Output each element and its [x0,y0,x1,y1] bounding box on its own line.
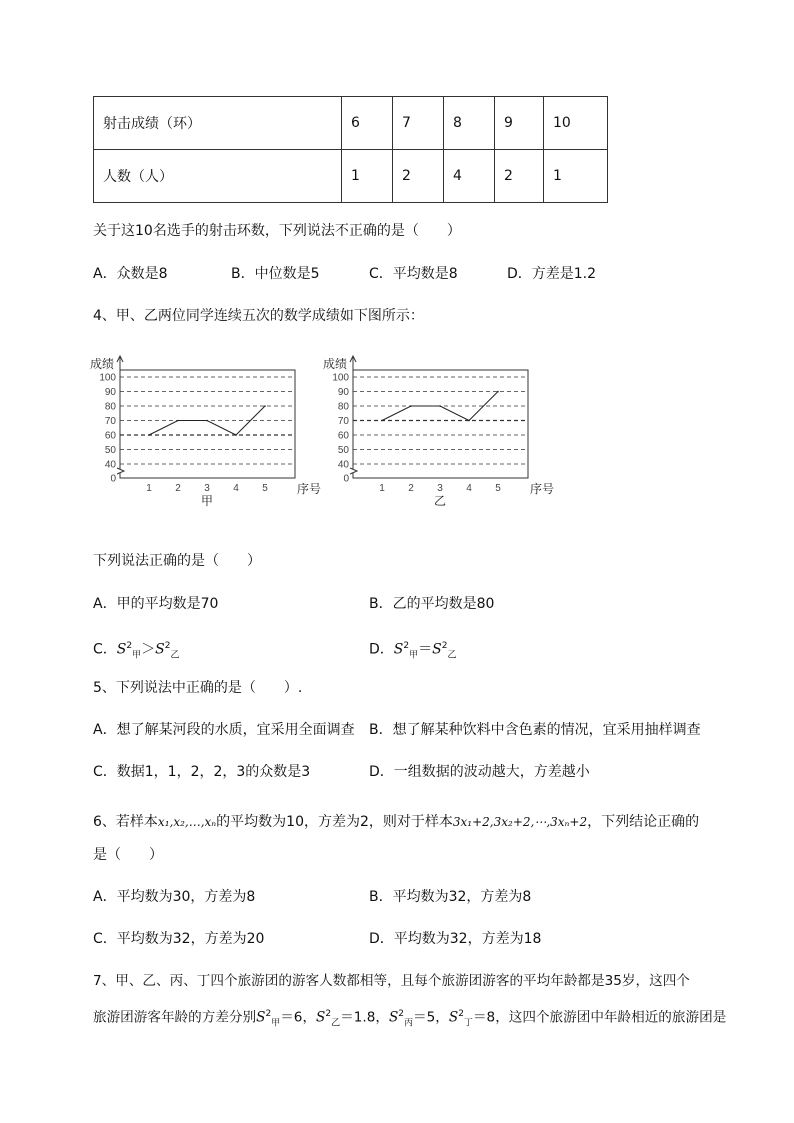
separator: ， [375,1009,389,1026]
chart-caption: 乙 [433,494,447,508]
y-tick-label: 70 [337,416,349,427]
table-cell: 9 [495,97,544,150]
subscript: 甲 [271,1018,281,1029]
table-cell: 2 [495,150,544,203]
variance-symbol: S [256,1009,266,1026]
q3-stem: 关于这10名选手的射击环数，下列说法不正确的是（ ） [93,223,461,239]
subscript: 丁 [463,1018,473,1029]
q5-option-d: D．一组数据的波动越大，方差越小 [369,764,590,780]
data-point [468,420,470,422]
subscript: 甲 [409,650,419,661]
chart-jia [85,350,322,520]
table-row [94,97,608,150]
y-tick-label: 60 [104,430,116,442]
variance-value: ＝5 [413,1009,436,1026]
q6-option-b: B．平均数为32，方差为8 [369,889,532,905]
operator: ＝ [418,641,433,658]
y-tick-label: 60 [337,430,349,442]
table-cell: 8 [444,97,495,150]
q6-option-d: D．平均数为32，方差为18 [369,931,542,947]
x-axis-label: 序号 [530,482,555,496]
q6-stem-line2: 是（ ） [93,847,163,863]
subscript: 乙 [331,1018,341,1029]
superscript: 2 [126,641,133,651]
y-tick-label: 70 [104,416,116,427]
data-point [497,391,499,393]
data-point [177,420,179,422]
x-tick-label: 3 [204,483,210,494]
q6-stem-line1 [93,812,699,832]
q4-option-a: A．甲的平均数是70 [93,596,219,612]
variance-symbol: S [432,641,442,658]
y-tick-label: 100 [332,372,349,384]
superscript: 2 [265,1009,272,1019]
option-prefix: C． [93,641,117,658]
variance-value: ＝8 [472,1009,496,1026]
score-table [93,96,608,203]
superscript: 2 [398,1009,404,1019]
variance-symbol: S [316,1009,326,1026]
x-tick-label: 3 [437,483,443,494]
y-tick-label: 40 [337,459,349,471]
q5-stem: 5、下列说法中正确的是（ ）. [93,680,303,696]
q5-option-b: B．想了解某种饮料中含色素的情况，宜采用抽样调查 [369,722,701,738]
q7-line1: 7、甲、乙、丙、丁四个旅游团的游客人数都相等，且每个旅游团游客的平均年龄都是35岁，这四个 [93,973,690,989]
q7-line2-b: ，这四个旅游团中年龄相近的旅游团是 [495,1009,727,1026]
q3-option-d: D．方差是1.2 [507,266,597,282]
table-cell: 1 [342,150,393,203]
table-cell: 7 [393,97,444,150]
table-cell: 6 [342,97,393,150]
y-axis-label: 成绩 [323,357,348,371]
y-tick-label: 80 [337,401,349,413]
row-header: 射击成绩（环） [94,97,342,150]
superscript: 2 [441,641,448,651]
x-tick-label: 1 [379,483,385,494]
q7-line2 [93,1004,726,1033]
y-tick-label: 0 [343,473,349,485]
data-point [148,434,150,436]
y-axis-label: 成绩 [90,357,115,371]
variance-symbol: S [116,641,127,658]
chart-yi [318,350,558,520]
y-tick-label: 50 [337,445,349,456]
x-axis-label: 序号 [297,482,322,496]
superscript: 2 [164,641,171,651]
chart-caption: 甲 [200,494,214,508]
separator: ， [435,1009,449,1026]
y-tick-label: 100 [99,372,116,384]
x-tick-label: 4 [466,483,472,494]
variance-symbol: S [448,1009,459,1026]
y-tick-label: 40 [104,459,116,471]
y-tick-label: 50 [104,445,116,456]
superscript: 2 [458,1009,464,1019]
y-tick-label: 90 [337,387,349,398]
q6-formula-sample: x₁,x₂,…,xₙ [157,815,217,829]
table-row [94,150,608,203]
superscript: 2 [325,1009,332,1019]
variance-symbol: S [393,641,404,658]
q6-stem-a: 6、若样本 [93,814,158,830]
q6-stem-c: ，下列结论正确的 [587,814,700,830]
q5-option-a: A．想了解某河段的水质，宜采用全面调查 [93,722,355,738]
table-cell: 10 [544,97,608,150]
data-point [264,405,266,407]
subscript: 甲 [132,650,142,661]
x-tick-label: 2 [408,483,414,494]
data-point [410,405,412,407]
x-tick-label: 4 [233,483,239,494]
q4-option-d [369,636,456,665]
table-cell: 1 [544,150,608,203]
data-point [381,420,383,422]
subscript: 丙 [404,1018,414,1029]
operator: ＞ [141,641,156,658]
plot-frame [120,370,295,478]
x-tick-label: 5 [495,483,501,494]
variance-value: ＝1.8 [340,1009,376,1026]
y-tick-label: 90 [104,387,116,398]
q3-option-c: C．平均数是8 [369,266,458,282]
q6-formula-new-sample: 3x₁+2,3x₂+2,⋯,3xₙ+2 [452,815,588,829]
q4-option-b: B．乙的平均数是80 [369,596,495,612]
x-tick-label: 2 [175,483,181,494]
q6-option-a: A．平均数为30，方差为8 [93,889,256,905]
variance-symbol: S [388,1009,399,1026]
variance-symbol: S [155,641,165,658]
x-tick-label: 1 [146,483,152,494]
q3-option-b: B．中位数是5 [231,266,320,282]
row-header: 人数（人） [94,150,342,203]
q5-option-c: C．数据1，1，2，2，3的众数是3 [93,764,311,780]
q4-stem: 4、甲、乙两位同学连续五次的数学成绩如下图所示： [93,308,424,324]
q3-option-a: A．众数是8 [93,266,168,282]
q6-option-c: C．平均数为32，方差为20 [93,931,265,947]
table-cell: 4 [444,150,495,203]
data-point [206,420,208,422]
separator: ， [302,1009,317,1026]
data-point [235,434,237,436]
data-point [439,405,441,407]
subscript: 乙 [447,650,457,661]
variance-value: ＝6 [280,1009,303,1026]
q4-option-c [93,636,179,665]
y-tick-label: 0 [110,473,116,485]
y-tick-label: 80 [104,401,116,413]
table-cell: 2 [393,150,444,203]
plot-frame [353,370,528,478]
q4-question: 下列说法正确的是（ ） [93,553,261,569]
superscript: 2 [403,641,410,651]
q7-line2-a: 旅游团游客年龄的方差分别 [93,1009,257,1026]
q6-stem-b: 的平均数为10，方差为2，则对于样本 [216,814,453,830]
subscript: 乙 [170,650,180,661]
x-tick-label: 5 [262,483,268,494]
option-prefix: D． [369,641,394,658]
